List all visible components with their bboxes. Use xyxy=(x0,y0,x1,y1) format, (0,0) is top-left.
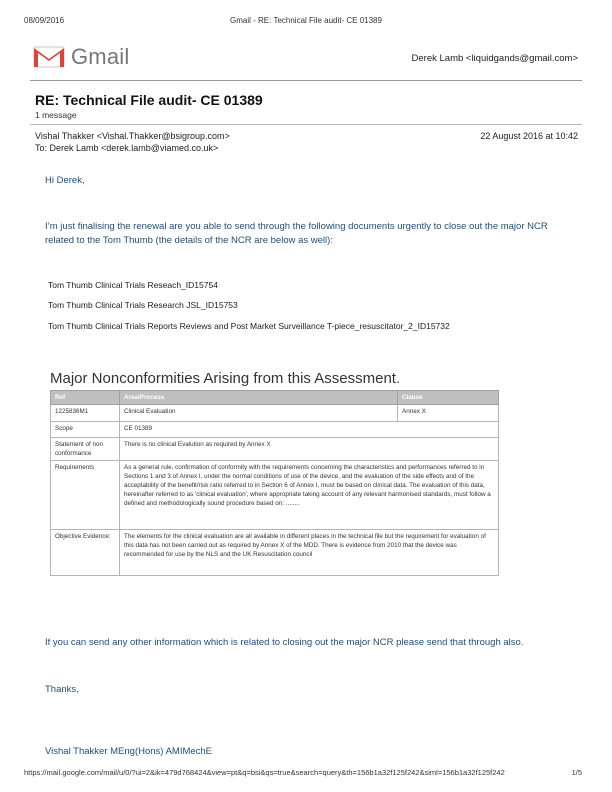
ncr-table xyxy=(50,390,499,576)
ncr-evidence-label: Objective Evidence: xyxy=(51,530,120,576)
thread-subject: RE: Technical File audit- CE 01389 xyxy=(35,92,263,108)
body-paragraph: I’m just finalising the renewal are you able to send through the following documents urgently to close out the major NCR related to the Tom Thumb (the details of the NCR are below as well): xyxy=(45,221,548,246)
ncr-requirements: As a general rule, confirmation of conformity with the requirements concerning the characteristics and performances referred to in Sections 1 and 3 of Annex I, under the normal conditions of use of the device, and the evaluation of the side effects and of the acceptability of the benefit/risk ratio referred to in Section 6 of Annex I, must be based on clinical data. The evaluation of this data, hereinafter referred to as 'clinical evaluation', where appropriate taking account of any relevant harmonised standards, must follow a defined and methodologically sound procedure based on: ........ xyxy=(120,461,499,530)
recipient[interactable]: To: Derek Lamb <derek.lamb@viamed.co.uk> xyxy=(35,143,219,153)
signature: Vishal Thakker MEng(Hons) AMIMechE xyxy=(45,746,213,757)
ncr-header-ref: Ref xyxy=(51,391,120,405)
ncr-ref-row xyxy=(51,405,499,422)
ncr-header-row xyxy=(51,391,499,405)
ncr-clause: Annex X xyxy=(398,405,499,422)
message-divider xyxy=(30,124,582,125)
sender[interactable]: Vishal Thakker <Vishal.Thakker@bsigroup.com> xyxy=(35,131,230,141)
ncr-header-clause: Clause xyxy=(398,391,499,405)
greeting: Hi Derek, xyxy=(45,175,85,186)
ncr-statement: There is no clinical Evalution as required by Annex X xyxy=(120,438,499,461)
ncr-ref: 1225836M1 xyxy=(51,405,120,422)
header-divider xyxy=(30,80,582,81)
print-date: 08/09/2016 xyxy=(24,16,65,25)
gmail-envelope-icon xyxy=(33,45,65,69)
ncr-scope-row xyxy=(51,422,499,438)
ncr-scope: CE 01389 xyxy=(120,422,499,438)
ncr-requirements-row xyxy=(51,461,499,530)
gmail-wordmark: Gmail xyxy=(71,44,130,69)
ncr-statement-row xyxy=(51,438,499,461)
print-url: https://mail.google.com/mail/u/0/?ui=2&ik=479d768424&view=pt&q=bsi&qs=true&search=query&th=156b1a32f125f242&siml=156b1a32f125f242 xyxy=(24,768,505,777)
account-label: Derek Lamb <liquidgands@gmail.com> xyxy=(411,53,578,64)
document-item: Tom Thumb Clinical Trials Reports Reviews and Post Market Surveillance T-piece_resuscitator_2_ID15732 xyxy=(48,321,450,331)
thanks-line: Thanks, xyxy=(45,684,79,695)
ncr-area: Clinical Evaluation xyxy=(120,405,398,422)
print-title: Gmail - RE: Technical File audit- CE 01389 xyxy=(230,16,382,25)
ncr-statement-label: Statement of non conformance xyxy=(51,438,120,461)
ncr-title-text: Major Nonconformities Arising from this Assessment xyxy=(50,370,396,387)
closing-paragraph: If you can send any other information which is related to closing out the major NCR please send that through also. xyxy=(45,637,524,648)
print-page-number: 1/5 xyxy=(571,768,582,777)
ncr-evidence: The elements for the clinical evaluation are all available in different places in the technical file but the requirement for evaluation of this data has not been carried out as required by Annex X of the MDD. There is evidence from 2010 that the device was recommended for use by the NLS and the UK Resuscitation council xyxy=(120,530,499,576)
ncr-title-dot: . xyxy=(395,370,401,387)
ncr-requirements-label: Requirements xyxy=(51,461,120,530)
ncr-scope-label: Scope xyxy=(51,422,120,438)
document-item: Tom Thumb Clinical Trials Research JSL_ID15753 xyxy=(48,300,238,310)
message-count: 1 message xyxy=(35,110,77,120)
sent-date: 22 August 2016 at 10:42 xyxy=(480,131,578,141)
gmail-logo[interactable] xyxy=(33,44,129,70)
ncr-header-area: Area/Process xyxy=(120,391,398,405)
ncr-title xyxy=(50,370,400,387)
ncr-evidence-row xyxy=(51,530,499,576)
document-item: Tom Thumb Clinical Trials Reseach_ID15754 xyxy=(48,280,218,290)
